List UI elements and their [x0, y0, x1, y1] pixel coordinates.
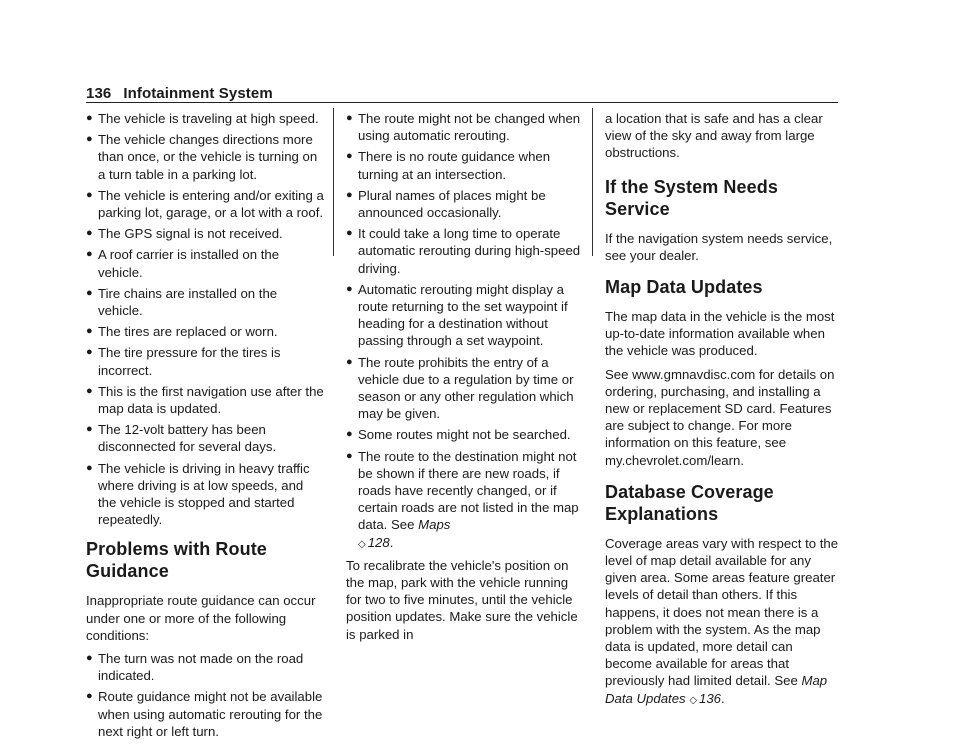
- bullet-text: Route guidance might not be available when using automatic rerouting for the next right or left turn.: [98, 689, 323, 739]
- bullet-list: [86, 650, 324, 740]
- bullet-text: The vehicle is traveling at high speed.: [98, 111, 319, 126]
- bullet-icon: ●: [86, 325, 93, 338]
- bullet-list: [86, 110, 324, 528]
- list-item: [86, 688, 324, 740]
- bullet-icon: ●: [86, 346, 93, 359]
- ref-page: 136: [699, 690, 722, 706]
- list-item: [346, 225, 584, 277]
- bullet-icon: ●: [346, 449, 353, 462]
- bullet-text: The tires are replaced or worn.: [98, 324, 278, 340]
- bullet-icon: ●: [86, 112, 93, 124]
- paragraph: If the navigation system needs service, see your dealer.: [605, 230, 833, 263]
- section-title: Infotainment System: [123, 85, 273, 102]
- reference-arrow-icon: ◇: [358, 538, 366, 550]
- list-item: [86, 285, 324, 319]
- list-item: [86, 323, 324, 340]
- paragraph: a location that is safe and has a clear view of the sky and away from large obstructions.: [605, 111, 823, 161]
- list-item: [86, 421, 324, 455]
- bullet-icon: ●: [346, 355, 353, 368]
- heading-system-service: If the System Needs Service: [605, 176, 778, 219]
- heading-route-guidance: Problems with Route Guidance: [86, 539, 267, 582]
- ref-page: 128: [367, 534, 390, 550]
- list-item: [346, 148, 584, 182]
- reference-arrow-icon: ◇: [689, 694, 698, 706]
- bullet-list: [346, 448, 584, 553]
- bullet-text: The vehicle is driving in heavy traffic where driving is at low speeds, and the vehicle is stopped and started repeatedly.: [98, 460, 310, 528]
- bullet-text: The tire pressure for the tires is incorrect.: [98, 345, 281, 378]
- bullet-icon: ●: [86, 133, 93, 146]
- bullet-icon: ●: [86, 188, 93, 201]
- list-item: [86, 225, 324, 242]
- column-3: [605, 110, 841, 715]
- list-item: [346, 187, 584, 221]
- bullet-text: The GPS signal is not received.: [98, 226, 283, 242]
- bullet-text: It could take a long time to operate automatic rerouting during high-speed driving.: [358, 226, 581, 276]
- bullet-icon: ●: [346, 112, 353, 124]
- page-number: 136: [86, 85, 112, 102]
- bullet-text: The route to the destination might not be shown if there are new roads, if roads have recently changed, or if certain roads are not listed in the map data. See: [358, 448, 579, 533]
- list-item: [346, 426, 584, 443]
- paragraph-text: Coverage areas vary with respect to the level of map detail available for any given area. Some areas feature greater levels of detail than others. If this happens, it does not mean there is a problem with the system. As the map data is updated, more detail can become available for areas that previously had limited detail. See: [605, 535, 839, 689]
- paragraph: Inappropriate route guidance can occur under one or more of the following conditions:: [86, 593, 316, 643]
- heading-database-coverage: Database Coverage Explanations: [605, 481, 774, 524]
- list-item: ● The route to the destination might not be shown if there are new roads, if roads have recently changed, or if certain roads are not listed in the map data. See Maps ◇ 128.: [346, 448, 579, 550]
- list-item: [86, 110, 324, 127]
- bullet-text: The route prohibits the entry of a vehicle due to a regulation by time or season or any other regulation which may be given.: [358, 354, 574, 422]
- bullet-text: Automatic rerouting might display a route returning to the set waypoint if heading for a destination without passing through a set waypoint.: [358, 281, 568, 349]
- bullet-icon: ●: [86, 286, 93, 299]
- bullet-icon: ●: [86, 248, 93, 261]
- list-item: [86, 187, 324, 221]
- bullet-text: This is the first navigation use after the map data is updated.: [98, 383, 324, 417]
- bullet-icon: ●: [86, 690, 93, 703]
- paragraph: The map data in the vehicle is the most up-to-date information available when the vehicle was produced.: [605, 309, 835, 359]
- page-header: [86, 80, 838, 103]
- bullet-text: The 12-volt battery has been disconnected for several days.: [98, 422, 277, 455]
- bullet-text: Tire chains are installed on the vehicle.: [98, 285, 278, 319]
- bullet-text: Plural names of places might be announced occasionally.: [358, 187, 546, 221]
- bullet-text: The turn was not made on the road indicated.: [98, 651, 304, 684]
- bullet-icon: ●: [86, 652, 93, 665]
- bullet-icon: ●: [346, 150, 353, 163]
- bullet-icon: ●: [346, 282, 353, 295]
- list-item: [86, 131, 324, 183]
- bullet-icon: ●: [346, 227, 353, 240]
- bullet-text: The vehicle changes directions more than once, or the vehicle is turning on a turn table in a parking lot.: [98, 132, 318, 182]
- list-item: [86, 383, 324, 417]
- bullet-icon: ●: [346, 188, 353, 201]
- bullet-text: Some routes might not be searched.: [358, 427, 571, 443]
- column-1: [86, 110, 324, 744]
- paragraph: See www.gmnavdisc.com for details on ordering, purchasing, and installing a new or replacement SD card. Features are subject to change. For more information on this feature, see my.chevrolet.com/learn.: [605, 366, 835, 468]
- list-item: [346, 281, 584, 350]
- bullet-icon: ●: [86, 423, 93, 436]
- bullet-icon: ●: [86, 384, 93, 397]
- list-item: [86, 344, 324, 378]
- ref-label: Maps: [418, 517, 451, 533]
- ref-label: Map Data Updates: [605, 673, 828, 706]
- list-item: [346, 354, 584, 423]
- list-item: [86, 246, 324, 280]
- heading-map-data-updates: Map Data Updates: [605, 277, 763, 298]
- bullet-icon: ●: [86, 227, 93, 240]
- list-item: [346, 110, 584, 144]
- bullet-icon: ●: [346, 428, 353, 441]
- bullet-text: The route might not be changed when using automatic rerouting.: [358, 111, 581, 144]
- list-item: [86, 460, 324, 529]
- column-divider: [592, 108, 593, 256]
- bullet-text: The vehicle is entering and/or exiting a parking lot, garage, or a lot with a roof.: [98, 187, 324, 221]
- paragraph: Coverage areas vary with respect to the level of map detail available for any given area. Some areas feature greater levels of detail than others. If this happens, it does not mean there is a problem with the system. As the map data is updated, more detail can become available for areas that previously had limited detail. See Map Data Updates ◇ 136.: [605, 535, 839, 706]
- bullet-text: There is no route guidance when turning at an intersection.: [358, 149, 551, 182]
- bullet-list: [346, 110, 584, 444]
- column-2: [346, 110, 584, 649]
- bullet-text: A roof carrier is installed on the vehicle.: [98, 247, 280, 280]
- paragraph: To recalibrate the vehicle's position on the map, park with the vehicle running for two to five minutes, until the vehicle position updates. Make sure the vehicle is parked in: [346, 557, 578, 642]
- list-item: [86, 650, 324, 684]
- column-divider: [333, 108, 334, 256]
- bullet-icon: ●: [86, 461, 93, 474]
